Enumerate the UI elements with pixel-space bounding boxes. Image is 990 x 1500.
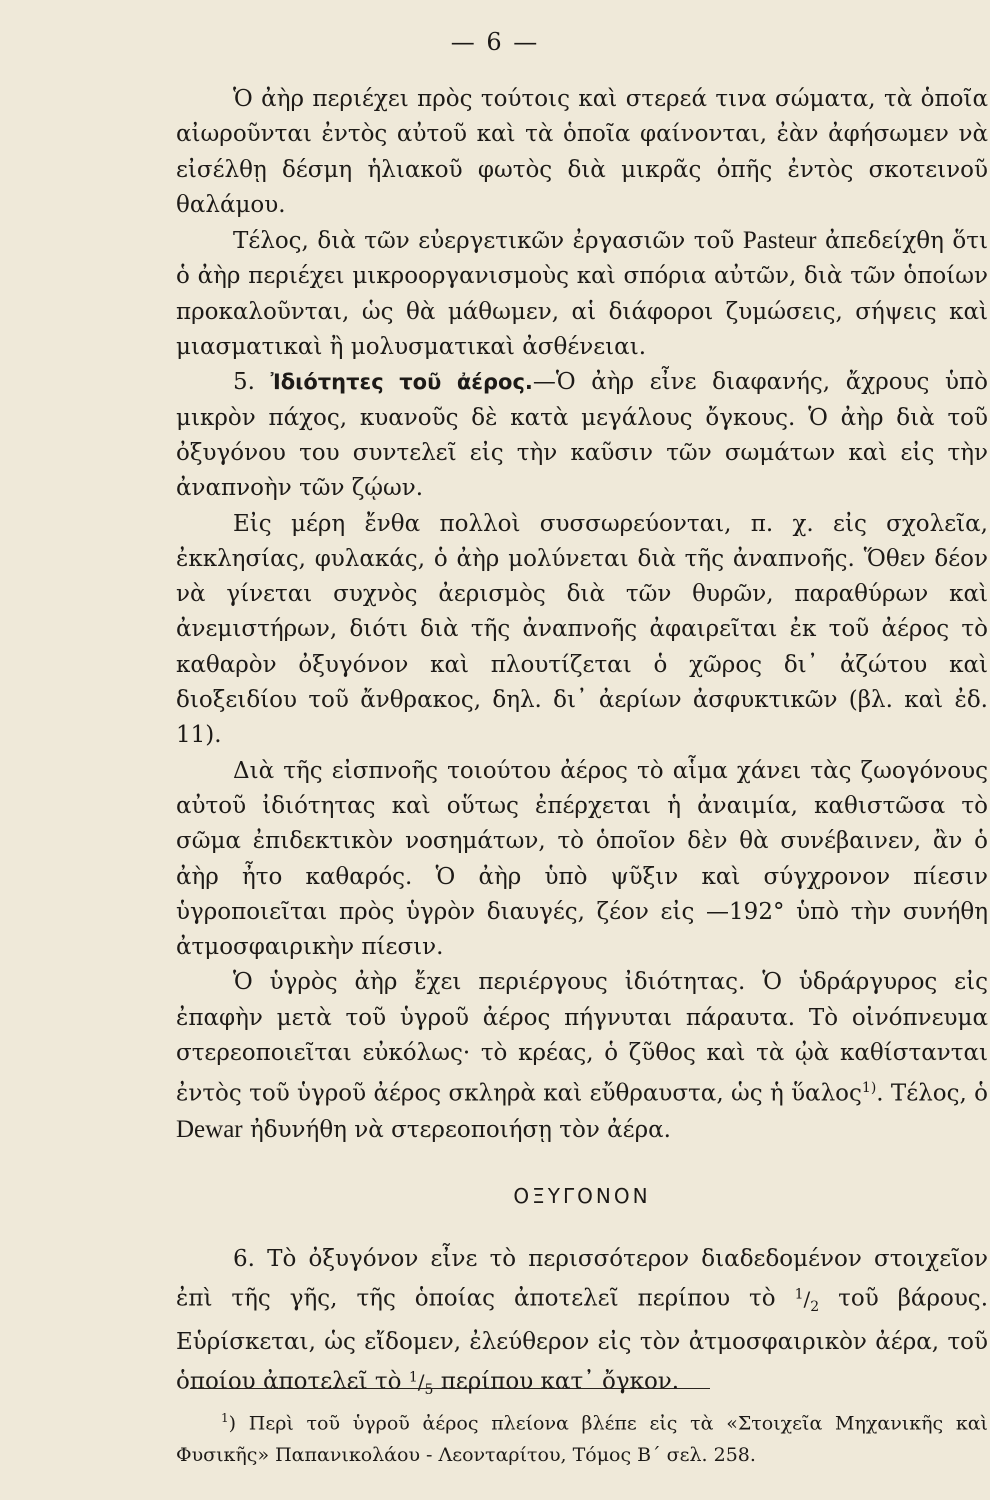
paragraph-oxygen — [176, 1242, 988, 1409]
fraction-denominator: 2 — [810, 1298, 820, 1315]
section-heading: Ἰδιότητες τοῦ ἀέρος. — [270, 370, 533, 395]
footnote-reference: 1) — [861, 1080, 877, 1097]
paragraph-text: Ὁ ὑγρὸς ἀὴρ ἔχει περιέργους ἰδιότητας. Ὁ ὑδράργυρος εἰς ἐπαφὴν μετὰ τοῦ ὑγροῦ ἀέρος πήγνυται πάραυτα. Τὸ οἰνόπνευμα στερεοποιεῖται εὐκόλως· τὸ κρέας, ὁ ζῦθος καὶ τὰ ᾠὰ καθίστανται ἐντὸς τοῦ ὑγροῦ ἀέρος σκληρὰ καὶ εὔθραυστα, ὡς ἡ ὕαλος — [176, 969, 988, 1107]
footnote-marker: 1 — [221, 1411, 229, 1425]
body-text — [176, 82, 988, 1408]
fraction-denominator: 5 — [424, 1382, 434, 1399]
fraction-one-fifth: $^1/_5$ — [408, 1369, 434, 1399]
footnote-divider — [190, 1388, 710, 1389]
paragraph-text: τοῦ βάρους. Εὑρίσκεται, ὡς εἴδομεν, ἐλεύθερον εἰς τὸν ἀτμοσφαιρικὸν ἀέρα, τοῦ ὁποίου ἀποτελεῖ τὸ — [176, 1285, 989, 1396]
paragraph-text: περίπου κατ᾽ ὄγκον. — [433, 1369, 680, 1396]
fraction-numerator: 1 — [794, 1286, 804, 1303]
paragraph-text: Τέλος, διὰ τῶν εὐεργετικῶν ἐργασιῶν τοῦ — [233, 228, 743, 255]
paragraph-ventilation: Εἰς μέρη ἔνθα πολλοὶ συσσωρεύονται, π. χ. εἰς σχολεῖα, ἐκκλησίας, φυλακάς, ὁ ἀὴρ μολύνεται διὰ τῆς ἀναπνοῆς. Ὅθεν δέον νὰ γίνεται συχνὸς ἀερισμὸς διὰ τῶν θυρῶν, παραθύρων καὶ ἀνεμιστήρων, διότι διὰ τῆς ἀναπνοῆς ἀφαιρεῖται ἐκ τοῦ ἀέρος τὸ καθαρὸν ὀξυγόνον καὶ πλουτίζεται ὁ χῶρος δι᾽ ἀζώτου καὶ διοξειδίου τοῦ ἄνθρακος, δηλ. δι᾽ ἀερίων ἀσφυκτικῶν (βλ. καὶ ἐδ. 11). — [176, 510, 988, 749]
paragraph-text: —Ὁ ἀὴρ εἶνε διαφανής, ἄχρους ὑπὸ μικρὸν πάχος, κυανοῦς δὲ κατὰ μεγάλους ὄγκους. Ὁ ἀὴρ διὰ τοῦ ὀξυγόνου του συντελεῖ εἰς τὴν καῦσιν τῶν σωμάτων καὶ εἰς τὴν ἀναπνοὴν τῶν ζῴων. — [176, 369, 988, 502]
footnote-body: ) Περὶ τοῦ ὑγροῦ ἀέρος πλείονα βλέπε εἰς τὰ «Στοιχεῖα Μηχανικῆς καὶ Φυσικῆς» Παπανικολάου - Λεονταρίτου, Τόμος Β´ σελ. 258. — [176, 1412, 988, 1467]
paragraph-text: . Τέλος, ὁ — [876, 1080, 988, 1107]
section-number: 5. — [233, 369, 271, 396]
name-pasteur: Pasteur — [742, 227, 817, 255]
name-dewar: Dewar — [176, 1116, 243, 1144]
fraction-numerator: 1 — [408, 1369, 418, 1386]
paragraph-text: 6. Τὸ ὀξυγόνον εἶνε τὸ περισσότερον διαδεδομένον στοιχεῖον ἐπὶ τῆς γῆς, τῆς ὁποίας ἀποτελεῖ περίπου τὸ — [176, 1245, 988, 1312]
paragraph-air-properties — [176, 365, 988, 506]
paragraph-inhalation: Διὰ τῆς εἰσπνοῆς τοιούτου ἀέρος τὸ αἷμα χάνει τὰς ζωογόνους αὐτοῦ ἰδιότητας καὶ οὕτως ἐπέρχεται ἡ ἀναιμία, καθιστῶσα τὸ σῶμα ἐπιδεκτικὸν νοσημάτων, τὸ ὁποῖον δὲν θὰ συνέβαινεν, ἂν ὁ ἀὴρ ἦτο καθαρός. Ὁ ἀὴρ ὑπὸ ψῦξιν καὶ σύγχρονον πίεσιν ὑγροποιεῖται πρὸς ὑγρὸν διαυγές, ζέον εἰς —192° ὑπὸ τὴν συνήθη ἀτμοσφαιρικὴν πίεσιν. — [176, 757, 988, 961]
paragraph-solid-particles: Ὁ ἀὴρ περιέχει πρὸς τούτοις καὶ στερεά τινα σώματα, τὰ ὁποῖα αἰωροῦνται ἐντὸς αὐτοῦ καὶ τὰ ὁποῖα φαίνονται, ἐὰν ἀφήσωμεν νὰ εἰσέλθῃ δέσμη ἡλιακοῦ φωτὸς διὰ μικρᾶς ὀπῆς ἐντὸς σκοτεινοῦ θαλάμου. — [176, 86, 988, 218]
page-number: — 6 — — [450, 28, 540, 56]
footnote-text — [176, 1402, 988, 1471]
paragraph-liquid-air — [176, 965, 988, 1148]
paragraph-text: ἠδυνήθη νὰ στερεοποιήσῃ τὸν ἀέρα. — [242, 1117, 671, 1144]
fraction-one-half: $^1/_2$ — [794, 1286, 820, 1315]
paragraph-text: ἀπεδείχθη ὅτι ὁ ἀὴρ περιέχει μικροοργανισμοὺς καὶ σπόρια αὐτῶν, διὰ τῶν ὁποίων προκαλοῦνται, ὡς θὰ μάθωμεν, αἱ διάφοροι ζυμώσεις, σήψεις καὶ μιασματικαὶ ἢ μολυσματικαὶ ἀσθένειαι. — [176, 228, 988, 361]
footnote — [176, 1402, 988, 1471]
section-title: ΟΞΥΓΟΝΟΝ — [513, 1183, 651, 1208]
paragraph-pasteur — [176, 223, 988, 365]
